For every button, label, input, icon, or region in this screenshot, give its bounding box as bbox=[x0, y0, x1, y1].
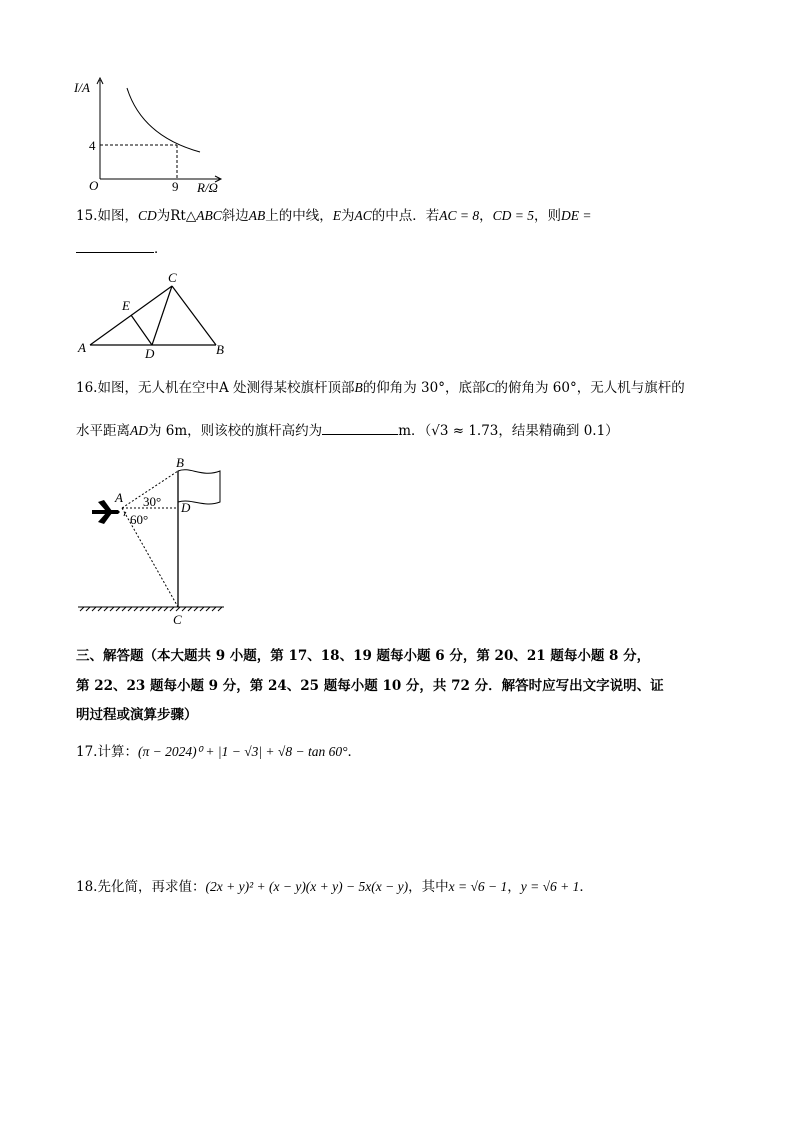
q17-prefix: 17.计算： bbox=[76, 744, 138, 760]
q18-mid: ，其中 bbox=[408, 879, 449, 895]
q17-text bbox=[76, 742, 361, 762]
q15-sep: ， bbox=[479, 208, 493, 224]
q16-line2 bbox=[76, 420, 619, 441]
q16-ad: AD bbox=[130, 423, 148, 438]
q18-x-value: x = √6 − 1 bbox=[448, 879, 508, 894]
q17-expression: (π − 2024)⁰ + |1 − √3| + √8 − tan 60° bbox=[137, 744, 348, 759]
q15-cond2: CD = 5 bbox=[492, 208, 534, 223]
q15-text-d: 上的中线， bbox=[265, 208, 333, 224]
q18-expression: (2x + y)² + (x − y)(x + y) − 5x(x − y) bbox=[205, 879, 409, 894]
angle-30: 30° bbox=[143, 494, 162, 509]
point-b: B bbox=[176, 455, 184, 470]
q16-text-2d: ，结果精确到 0.1） bbox=[498, 423, 619, 439]
q15-e: E bbox=[332, 208, 341, 223]
vertex-d: D bbox=[145, 346, 155, 361]
graph-origin: O bbox=[89, 178, 99, 193]
q15-ab: AB bbox=[248, 208, 266, 223]
q15-text-g: ，则 bbox=[534, 208, 561, 224]
graph-x-label: R/Ω bbox=[197, 180, 218, 195]
q16-c: C bbox=[485, 380, 495, 395]
point-c: C bbox=[173, 612, 182, 627]
segment-de bbox=[131, 315, 152, 345]
q16-text-1b: 的仰角为 30°，底部 bbox=[362, 380, 486, 396]
q15-answer-line bbox=[76, 238, 168, 259]
graph-x-tick: 9 bbox=[172, 179, 179, 194]
q15-text-c: 斜边 bbox=[221, 208, 249, 224]
q18-y-value: y = √6 + 1 bbox=[520, 879, 580, 894]
q15-abc: ABC bbox=[196, 208, 222, 223]
graph-y-label: I/A bbox=[74, 80, 90, 95]
q15-cd: CD bbox=[137, 208, 157, 223]
q16-text-2a: 水平距离 bbox=[76, 423, 130, 439]
q16-text-1c: 的俯角为 60°，无人机与旗杆的 bbox=[494, 380, 685, 396]
q15-answer-blank[interactable] bbox=[76, 238, 154, 253]
q15-text-e: 为 bbox=[340, 208, 355, 224]
q18-prefix: 18.先化简，再求值： bbox=[76, 879, 206, 895]
side-cb bbox=[172, 286, 216, 345]
q18-sep: ， bbox=[507, 879, 521, 895]
section3-line3: 明过程或演算步骤） bbox=[76, 707, 198, 723]
q15-cond1: AC = 8 bbox=[439, 208, 480, 223]
q17-end: ． bbox=[347, 744, 361, 760]
vertex-e: E bbox=[122, 298, 130, 313]
q16-line1 bbox=[76, 378, 685, 398]
flag bbox=[178, 470, 220, 504]
q18-text bbox=[76, 877, 593, 897]
q16-text-1: 16.如图，无人机在空中A 处测得某校旗杆顶部 bbox=[76, 380, 355, 396]
q16-sqrt3: √3 ≈ 1.73 bbox=[431, 423, 499, 439]
q15-text-f: 的中点．若 bbox=[371, 208, 440, 224]
q15-text bbox=[76, 206, 591, 226]
q15-end: ． bbox=[154, 241, 168, 257]
vertex-b: B bbox=[216, 342, 224, 357]
q15-text-b: 为 bbox=[156, 208, 171, 224]
current-resistance-graph bbox=[70, 74, 230, 196]
vertex-c: C bbox=[168, 270, 177, 285]
inverse-curve bbox=[127, 88, 200, 152]
flagpole-figure bbox=[74, 454, 244, 632]
angle-60: 60° bbox=[130, 512, 149, 527]
vertex-a: A bbox=[78, 340, 86, 355]
section3-line1: 三、解答题（本大题共 9 小题，第 17、18、19 题每小题 6 分，第 20、21 题每小题 8 分， bbox=[76, 648, 651, 664]
q18-end: ． bbox=[579, 879, 593, 895]
section3-line2: 第 22、23 题每小题 9 分，第 24、25 题每小题 10 分，共 72 分．解答时应写出文字说明、证 bbox=[76, 678, 664, 694]
q15-rt: Rt△ bbox=[170, 208, 197, 224]
q16-text-2c: m．（ bbox=[398, 423, 432, 439]
q15-ac: AC bbox=[354, 208, 372, 223]
q15-text-a: 如图， bbox=[97, 208, 138, 224]
triangle-figure bbox=[74, 266, 234, 362]
q15-de: DE = bbox=[561, 208, 592, 223]
median-cd bbox=[152, 286, 172, 345]
point-d: D bbox=[181, 500, 191, 515]
q16-answer-blank[interactable] bbox=[322, 420, 398, 435]
point-a: A bbox=[115, 490, 123, 505]
q16-text-2b: 为 6m，则该校的旗杆高约为 bbox=[148, 423, 323, 439]
graph-y-tick: 4 bbox=[89, 138, 96, 153]
q16-b: B bbox=[354, 380, 363, 395]
ground-hatch bbox=[80, 607, 222, 611]
q15-number: 15. bbox=[76, 208, 98, 224]
